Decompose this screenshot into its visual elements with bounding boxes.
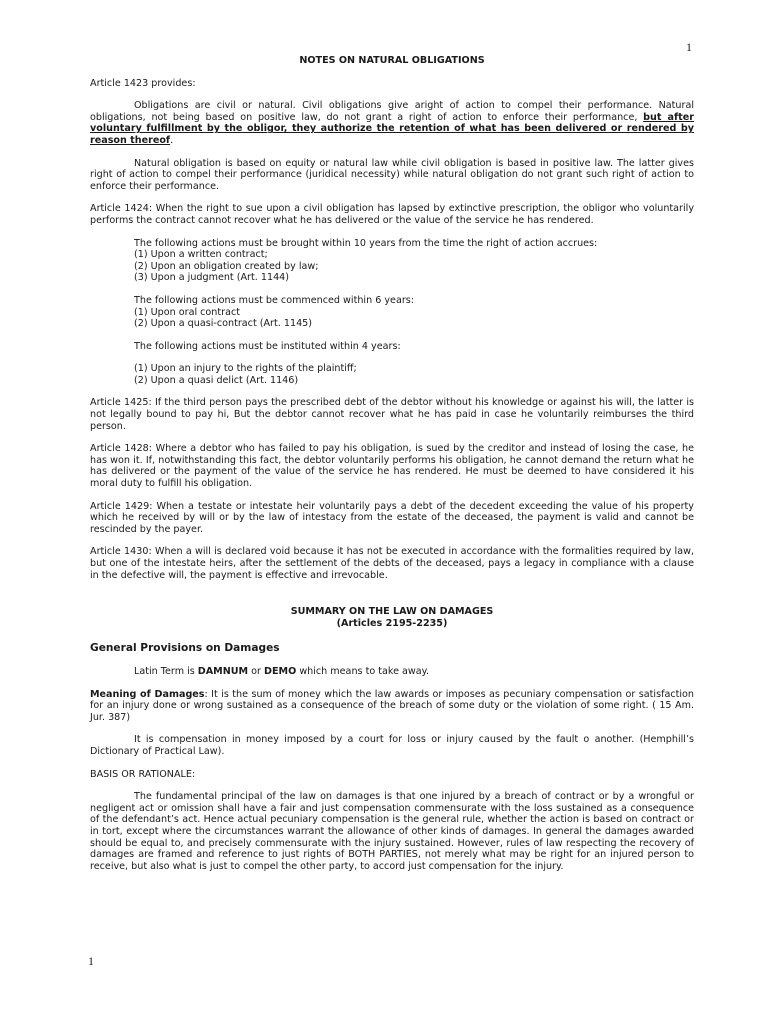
art1423-paragraph: [90, 100, 694, 146]
art1428-paragraph: Article 1428: Where a debtor who has failed to pay his obligation, is sued by the creditor and instead of losing the case, he has won it. If, notwithstanding this fact, the debtor voluntarily performs his obligation, he cannot demand the return what he has delivered or the payment of the value of the service he has rendered. He must be deemed to have considered it his moral duty to fulfill his obligation.: [90, 443, 694, 490]
four-years-heading: The following actions must be instituted within 4 years:: [134, 340, 401, 352]
damages-title: SUMMARY ON THE LAW ON DAMAGES: [290, 606, 494, 618]
section-spacer: [90, 592, 694, 606]
art1423-end: .: [170, 134, 174, 146]
general-provisions-heading: General Provisions on Damages: [90, 642, 280, 655]
list-item: (2) Upon a quasi-contract (Art. 1145): [134, 318, 313, 330]
ten-years-list: [90, 238, 694, 284]
basis-heading: BASIS OR RATIONALE:: [90, 768, 196, 780]
natural-vs-civil-paragraph: Natural obligation is based on equity or natural law while civil obligation is based in positive law. The latter gives right of action to compel their performance (juridical necessity) while natural obligation do not grant such right of action to enforce their performance.: [90, 157, 694, 192]
latin-pre: Latin Term is: [134, 665, 198, 677]
list-item: (1) Upon a written contract;: [134, 249, 268, 261]
document-body: [90, 55, 694, 883]
meaning-text: : It is the sum of money which the law awards or imposes as pecuniary compensation or satisfaction for an injury done or wrong sustained as a consequence of the breach of some duty or the violation of some right. ( 15 Am. Jur. 387): [90, 688, 695, 723]
art1429-paragraph: Article 1429: When a testate or intestate heir voluntarily pays a debt of the decedent exceeding the value of his property which he received by will or by the law of intestacy from the estate of the deceased, the payment is valid and cannot be rescinded by the payer.: [90, 500, 694, 535]
six-years-list: [90, 295, 694, 330]
art1430-paragraph: Article 1430: When a will is declared void because it has not be executed in accordance with the formalities required by law, but one of the intestate heirs, after the settlement of the debts of the deceased, pays a legacy in compliance with a clause in the defective will, the payment is effective and irrevocable.: [90, 546, 694, 581]
art1425-paragraph: Article 1425: If the third person pays the prescribed debt of the debtor without his knowledge or against his will, the latter is not legally bound to pay hi, But the debtor cannot recover what he has paid in case he voluntarily reimburses the third person.: [90, 397, 694, 432]
four-years-list: [90, 341, 694, 387]
page-number-bottom: 1: [88, 954, 94, 968]
page-number-top: 1: [686, 40, 692, 54]
six-years-heading: The following actions must be commenced within 6 years:: [134, 294, 414, 306]
latin-term-demo: DEMO: [264, 665, 297, 677]
basis-paragraph: The fundamental principal of the law on damages is that one injured by a breach of contract or by a wrongful or negligent act or omission shall have a fair and just compensation commensurate with the loss sustained as a consequence of the defendant’s act. Hence actual pecuniary compensation is the general rule, whether the action is based on contract or in tort, except where the circumstances warrant the allowance of other kinds of damages. In general the damages awarded should be equal to, and precisely commensurate with the injury sustained. However, rules of law respecting the recovery of damages are framed and reference to just rights of BOTH PARTIES, not merely what may be right for an injured person to receive, but also what is just to compel the other party, to accord just compensation for the injury.: [90, 791, 694, 872]
list-item: (1) Upon an injury to the rights of the plaintiff;: [134, 363, 357, 375]
list-item: (2) Upon an obligation created by law;: [134, 260, 319, 272]
latin-mid: or: [248, 665, 265, 677]
art1423-text: Obligations are civil or natural. Civil obligations give aright of action to compel their performance. Natural obligations, not being based on positive law, do not grant a right of action to enforce their performance,: [90, 100, 694, 123]
latin-term-damnum: DAMNUM: [197, 665, 249, 677]
notes-title: NOTES ON NATURAL OBLIGATIONS: [299, 55, 485, 66]
latin-term-paragraph: [90, 666, 694, 678]
art1423-emphasis: but after voluntary fulfillment by the obligor, they authorize the retention of what has been delivered or rendered by reason thereof: [90, 111, 694, 146]
damages-subtitle: (Articles 2195-2235): [336, 617, 448, 629]
art1424-paragraph: Article 1424: When the right to sue upon a civil obligation has lapsed by extinctive prescription, the obligor who voluntarily performs the contract cannot recover what he has delivered or the value of the service he has rendered.: [90, 203, 694, 226]
meaning-paragraph: [90, 689, 694, 724]
list-item: (1) Upon oral contract: [134, 306, 241, 318]
meaning-label: Meaning of Damages: [90, 688, 205, 700]
list-item: (3) Upon a judgment (Art. 1144): [134, 272, 290, 284]
latin-post: which means to take away.: [296, 665, 430, 677]
art1423-intro: Article 1423 provides:: [90, 77, 196, 89]
ten-years-heading: The following actions must be brought within 10 years from the time the right of action accrues:: [134, 237, 598, 249]
compensation-paragraph: It is compensation in money imposed by a court for loss or injury caused by the fault o another. (Hemphill’s Dictionary of Practical Law).: [90, 734, 694, 757]
list-item: (2) Upon a quasi delict (Art. 1146): [134, 374, 299, 386]
